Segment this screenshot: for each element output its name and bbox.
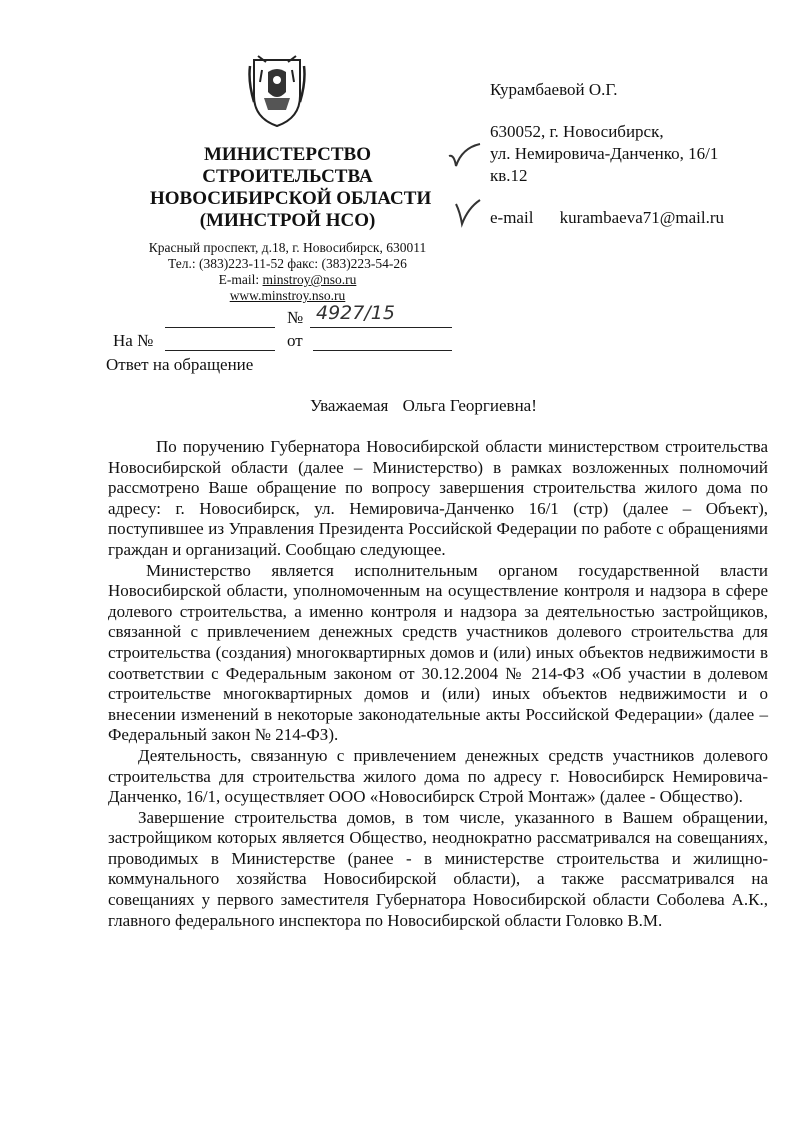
outgoing-number: 4927/15	[316, 302, 395, 324]
from-line	[313, 350, 452, 351]
recipient-name: Курамбаевой О.Г.	[490, 80, 618, 99]
recipient-email-row	[490, 207, 724, 228]
checkmark-icon	[446, 142, 482, 170]
coat-of-arms-icon	[246, 52, 308, 130]
number-line	[310, 327, 452, 328]
greeting-name: Ольга Георгиевна!	[402, 396, 537, 415]
letter-body	[108, 437, 768, 931]
ministry-contacts	[130, 240, 445, 304]
from-label: от	[287, 331, 303, 350]
ministry-email-label: E-mail:	[218, 272, 260, 287]
ministry-name-line: НОВОСИБИРСКОЙ ОБЛАСТИ	[150, 188, 432, 209]
recipient-email-label: e-mail	[490, 208, 534, 227]
ministry-phones: Тел.: (383)223-11-52 факс: (383)223-54-26	[168, 256, 407, 271]
recipient-address-line3: кв.12	[490, 166, 528, 185]
recipient-email-link[interactable]: kurambaeva71@mail.ru	[559, 208, 725, 227]
greeting	[310, 396, 537, 416]
date-line	[165, 327, 275, 328]
ministry-email-row	[130, 272, 445, 288]
ministry-name-line: МИНИСТЕРСТВО	[203, 144, 372, 165]
ministry-website-link[interactable]: www.minstroy.nso.ru	[229, 288, 346, 303]
greeting-prefix: Уважаемая	[310, 396, 389, 415]
reply-note: Ответ на обращение	[106, 355, 254, 374]
paragraph: Завершение строительства домов, в том числе, указанного в Вашем обращении, застройщиком которых является Общество, неоднократно рассматривался на совещаниях, проводимых в Министерстве (ранее - в министерстве строительства и жилищно-коммунального хозяйства Новосибирской области), а также рассматривался на совещаниях у первого заместителя Губернатора Новосибирской области Соболева А.К., главного федерального инспектора по Новосибирской области Головко В.М.	[108, 807, 768, 930]
ministry-name	[150, 144, 432, 232]
checkmark-icon	[452, 198, 484, 228]
paragraph: По поручению Губернатора Новосибирской области министерством строительства Новосибирской области (далее – Министерство) в рамках возложенных полномочий рассмотрено Ваше обращение по вопросу завершения строительства жилого дома по адресу: г. Новосибирск, ул. Немировича-Данченко 16/1 (стр) (далее – Объект), поступившее из Управления Президента Российской Федерации по работе с обращениями граждан и организаций. Сообщаю следующее.	[108, 437, 768, 559]
ministry-name-line: СТРОИТЕЛЬСТВА	[202, 166, 373, 187]
ministry-email-link[interactable]: minstroy@nso.ru	[262, 272, 357, 287]
recipient-address-line2: ул. Немировича-Данченко, 16/1	[490, 144, 719, 163]
paragraph: Министерство является исполнительным органом государственной власти Новосибирской области, уполномоченным на осуществление контроля и надзора в сфере долевого строительства, а именно контроля и надзора за деятельностью застройщиков, связанной с привлечением денежных средств участников долевого строительства для строительства (создания) многоквартирных домов и (или) иных объектов недвижимости в соответствии с Федеральным законом от 30.12.2004 № 214-ФЗ «Об участии в долевом строительстве многоквартирных домов и (или) иных объектов недвижимости и о внесении изменений в некоторые законодательные акты Российской Федерации» (далее – Федеральный закон № 214-ФЗ).	[108, 560, 768, 745]
in-reply-label: На №	[113, 331, 154, 350]
number-sign: №	[287, 308, 304, 327]
paragraph: Деятельность, связанную с привлечением денежных средств участников долевого строительства для строительства жилого дома по адресу г. Новосибирск Немировича-Данченко, 16/1, осуществляет ООО «Новосибирск Строй Монтаж» (далее - Общество).	[108, 745, 768, 807]
recipient-address-line1: 630052, г. Новосибирск,	[490, 122, 664, 141]
ministry-address: Красный проспект, д.18, г. Новосибирск, 630011	[148, 240, 427, 255]
in-reply-line	[165, 350, 275, 351]
ministry-name-line: (МИНСТРОЙ НСО)	[199, 210, 376, 231]
